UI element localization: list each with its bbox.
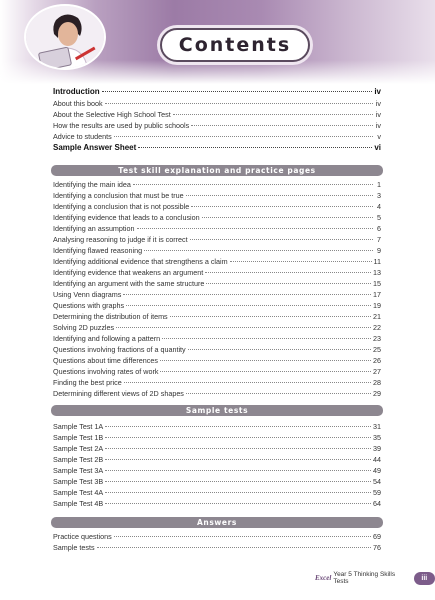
section-header-answers — [51, 517, 383, 528]
section-header-practice — [51, 165, 383, 176]
toc-label: Advice to students — [53, 132, 112, 141]
toc-row[interactable] — [53, 201, 381, 212]
toc-label: How the results are used by public schools — [53, 121, 190, 130]
toc-leader — [124, 382, 371, 383]
toc-row[interactable] — [53, 311, 381, 322]
toc-row[interactable] — [53, 344, 381, 355]
toc-label: Identifying additional evidence that strengthens a claim — [53, 257, 228, 266]
toc-leader — [202, 217, 373, 218]
toc-page: 54 — [373, 477, 381, 486]
toc-label: Sample Answer Sheet — [53, 143, 137, 152]
toc-row[interactable] — [53, 542, 381, 553]
toc-leader — [105, 103, 373, 104]
toc-page: iv — [375, 121, 381, 130]
toc-page: 28 — [373, 378, 381, 387]
toc-page: 39 — [373, 444, 381, 453]
toc-page: 35 — [373, 433, 381, 442]
toc-leader — [144, 250, 373, 251]
toc-page: 22 — [373, 323, 381, 332]
footer-brand: Excel — [315, 574, 332, 582]
toc-page: 29 — [373, 389, 381, 398]
toc-leader — [206, 283, 371, 284]
toc-leader — [105, 492, 371, 493]
toc-label: Determining different views of 2D shapes — [53, 389, 184, 398]
toc-label: Sample Test 2B — [53, 455, 104, 464]
toc-leader — [191, 206, 373, 207]
toc-leader — [116, 327, 371, 328]
toc-row[interactable] — [53, 432, 381, 443]
toc-leader — [105, 437, 371, 438]
toc-leader — [133, 184, 373, 185]
toc-row[interactable] — [53, 289, 381, 300]
toc-leader — [126, 305, 371, 306]
toc-leader — [105, 426, 371, 427]
toc-page: 69 — [373, 532, 381, 541]
toc-leader — [186, 195, 373, 196]
toc-label: Identifying an assumption — [53, 224, 135, 233]
toc-row[interactable] — [53, 443, 381, 454]
toc-label: Practice questions — [53, 532, 112, 541]
toc-label: Identifying a conclusion that must be true — [53, 191, 184, 200]
sample-tests-list — [53, 421, 381, 509]
toc-label: Identifying flawed reasoning — [53, 246, 143, 255]
toc-page: 4 — [377, 202, 381, 211]
toc-label: Sample Test 1A — [53, 422, 104, 431]
toc-page: 11 — [373, 257, 381, 266]
page-title: Contents — [178, 34, 292, 56]
toc-row[interactable] — [53, 388, 381, 399]
toc-page: iv — [374, 87, 381, 96]
toc-row[interactable] — [53, 256, 381, 267]
toc-row[interactable] — [53, 300, 381, 311]
toc-row[interactable] — [53, 454, 381, 465]
toc-page: 6 — [377, 224, 381, 233]
toc-page: 5 — [377, 213, 381, 222]
toc-leader — [188, 349, 371, 350]
toc-leader — [170, 316, 371, 317]
toc-leader — [190, 239, 373, 240]
toc-page: 15 — [373, 279, 381, 288]
page-number-badge: iii — [414, 572, 435, 585]
section-title: Answers — [197, 518, 237, 527]
toc-leader — [114, 536, 371, 537]
toc-label: Identifying and following a pattern — [53, 334, 161, 343]
section-title: Sample tests — [185, 406, 249, 415]
toc-row[interactable] — [53, 322, 381, 333]
toc-row[interactable] — [53, 476, 381, 487]
toc-leader — [230, 261, 372, 262]
toc-page: iv — [375, 110, 381, 119]
toc-row[interactable] — [53, 86, 381, 98]
toc-label: Sample Test 1B — [53, 433, 104, 442]
toc-leader — [123, 294, 371, 295]
toc-leader — [186, 393, 371, 394]
toc-row[interactable] — [53, 278, 381, 289]
toc-leader — [105, 503, 371, 504]
toc-leader — [162, 338, 371, 339]
practice-pages-list — [53, 179, 381, 399]
toc-label: Identifying evidence that leads to a conclusion — [53, 213, 200, 222]
toc-row[interactable] — [53, 487, 381, 498]
toc-page: 13 — [373, 268, 381, 277]
toc-page: 59 — [373, 488, 381, 497]
toc-label: Sample Test 4A — [53, 488, 104, 497]
toc-label: Solving 2D puzzles — [53, 323, 115, 332]
page-footer — [315, 571, 435, 585]
toc-row[interactable] — [53, 377, 381, 388]
toc-label: Determining the distribution of items — [53, 312, 168, 321]
toc-leader — [160, 371, 371, 372]
toc-label: Identifying a conclusion that is not possible — [53, 202, 190, 211]
toc-row[interactable] — [53, 190, 381, 201]
toc-page: 21 — [373, 312, 381, 321]
toc-page: 1 — [377, 180, 381, 189]
toc-leader — [191, 125, 373, 126]
front-matter-list — [53, 86, 381, 154]
toc-page: 76 — [373, 543, 381, 552]
toc-label: Analysing reasoning to judge if it is correct — [53, 235, 188, 244]
toc-leader — [105, 470, 371, 471]
toc-label: About the Selective High School Test — [53, 110, 171, 119]
toc-page: 23 — [373, 334, 381, 343]
toc-leader — [173, 114, 373, 115]
toc-row[interactable] — [53, 531, 381, 542]
footer-book-title: Year 5 Thinking Skills Tests — [333, 571, 396, 585]
toc-row[interactable] — [53, 465, 381, 476]
toc-leader — [102, 91, 373, 92]
toc-row[interactable] — [53, 109, 381, 120]
toc-row[interactable] — [53, 333, 381, 344]
toc-page: v — [377, 132, 381, 141]
toc-row[interactable] — [53, 179, 381, 190]
toc-row[interactable] — [53, 355, 381, 366]
toc-page: 26 — [373, 356, 381, 365]
toc-leader — [160, 360, 371, 361]
toc-label: Identifying the main idea — [53, 180, 131, 189]
toc-leader — [105, 481, 371, 482]
toc-label: Sample Test 2A — [53, 444, 104, 453]
toc-page: 3 — [377, 191, 381, 200]
toc-page: 49 — [373, 466, 381, 475]
student-photo-icon — [24, 4, 106, 70]
toc-label: Questions involving fractions of a quantity — [53, 345, 186, 354]
toc-row[interactable] — [53, 267, 381, 278]
toc-label: Sample Test 3B — [53, 477, 104, 486]
section-title: Test skill explanation and practice pages — [118, 166, 316, 175]
toc-row[interactable] — [53, 234, 381, 245]
toc-label: Questions with graphs — [53, 301, 125, 310]
toc-page: 64 — [373, 499, 381, 508]
toc-row[interactable] — [53, 212, 381, 223]
toc-page: 7 — [377, 235, 381, 244]
toc-page: vi — [374, 143, 381, 152]
toc-leader — [105, 459, 371, 460]
toc-label: Sample Test 3A — [53, 466, 104, 475]
answers-list — [53, 531, 381, 553]
toc-label: Questions about time differences — [53, 356, 158, 365]
toc-label: Questions involving rates of work — [53, 367, 159, 376]
toc-page: 19 — [373, 301, 381, 310]
toc-row[interactable] — [53, 131, 381, 142]
toc-leader — [114, 136, 373, 137]
toc-leader — [137, 228, 373, 229]
toc-page: 25 — [373, 345, 381, 354]
toc-row[interactable] — [53, 366, 381, 377]
toc-label: Identifying evidence that weakens an argument — [53, 268, 204, 277]
toc-leader — [205, 272, 371, 273]
toc-row[interactable] — [53, 120, 381, 131]
toc-page: 17 — [373, 290, 381, 299]
toc-row[interactable] — [53, 421, 381, 432]
toc-leader — [105, 448, 371, 449]
toc-page: 44 — [373, 455, 381, 464]
toc-page: 31 — [373, 422, 381, 431]
toc-label: Sample tests — [53, 543, 95, 552]
toc-page: 27 — [373, 367, 381, 376]
toc-leader — [138, 147, 372, 148]
toc-label: Identifying an argument with the same structure — [53, 279, 205, 288]
toc-row[interactable] — [53, 223, 381, 234]
toc-row[interactable] — [53, 98, 381, 109]
toc-page: iv — [375, 99, 381, 108]
toc-leader — [97, 547, 371, 548]
toc-label: Using Venn diagrams — [53, 290, 122, 299]
toc-label: Sample Test 4B — [53, 499, 104, 508]
section-header-sample-tests — [51, 405, 383, 416]
toc-row[interactable] — [53, 498, 381, 509]
toc-page: 9 — [377, 246, 381, 255]
toc-row[interactable] — [53, 142, 381, 154]
toc-label: Introduction — [53, 87, 100, 96]
toc-label: About this book — [53, 99, 103, 108]
contents-title-pill — [160, 28, 310, 62]
toc-row[interactable] — [53, 245, 381, 256]
toc-label: Finding the best price — [53, 378, 122, 387]
